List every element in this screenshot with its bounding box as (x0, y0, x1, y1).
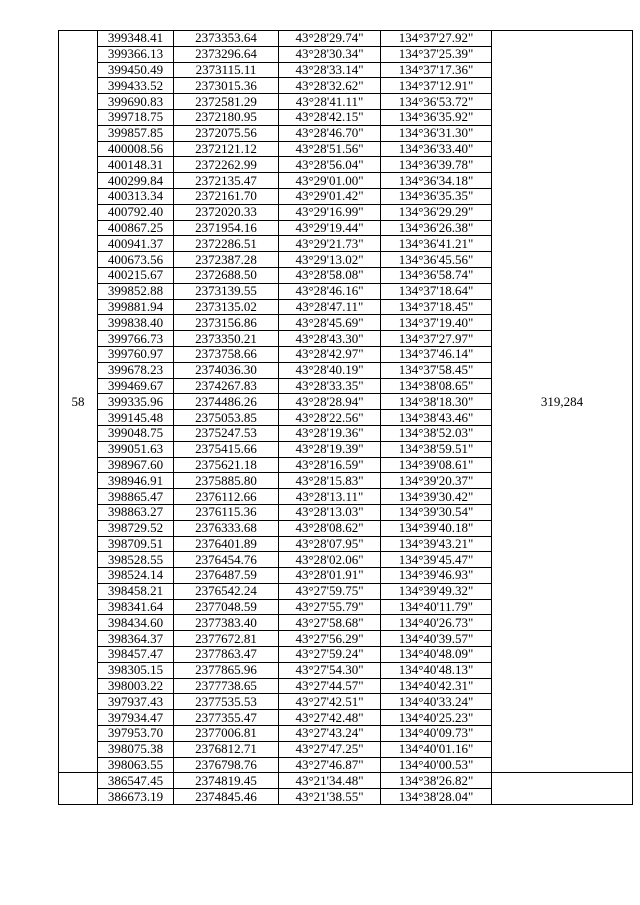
x-coordinate-cell: 398063.55 (98, 757, 174, 773)
x-coordinate-cell: 398729.52 (98, 520, 174, 536)
y-coordinate-cell: 2377048.59 (174, 599, 279, 615)
x-coordinate-cell: 398075.38 (98, 741, 174, 757)
longitude-cell: 134°37'25.39" (381, 46, 492, 62)
x-coordinate-cell: 398967.60 (98, 457, 174, 473)
latitude-cell: 43°28'51.56" (279, 141, 381, 157)
latitude-cell: 43°27'55.79" (279, 599, 381, 615)
y-coordinate-cell: 2373350.21 (174, 331, 279, 347)
latitude-cell: 43°28'41.11" (279, 94, 381, 110)
longitude-cell: 134°38'08.65" (381, 378, 492, 394)
latitude-cell: 43°29'01.42" (279, 188, 381, 204)
latitude-cell: 43°28'42.97" (279, 346, 381, 362)
latitude-cell: 43°28'46.16" (279, 283, 381, 299)
y-coordinate-cell: 2373353.64 (174, 31, 279, 47)
latitude-cell: 43°27'43.24" (279, 726, 381, 742)
longitude-cell: 134°36'58.74" (381, 267, 492, 283)
y-coordinate-cell: 2371954.16 (174, 220, 279, 236)
latitude-cell: 43°27'46.87" (279, 757, 381, 773)
x-coordinate-cell: 397953.70 (98, 726, 174, 742)
y-coordinate-cell: 2372286.51 (174, 236, 279, 252)
longitude-cell: 134°39'49.32" (381, 583, 492, 599)
x-coordinate-cell: 400299.84 (98, 173, 174, 189)
latitude-cell: 43°29'01.00" (279, 173, 381, 189)
x-coordinate-cell: 386673.19 (98, 789, 174, 805)
x-coordinate-cell: 399838.40 (98, 315, 174, 331)
longitude-cell: 134°39'43.21" (381, 536, 492, 552)
y-coordinate-cell: 2377535.53 (174, 694, 279, 710)
latitude-cell: 43°27'59.75" (279, 583, 381, 599)
y-coordinate-cell: 2374819.45 (174, 773, 279, 789)
latitude-cell: 43°28'32.62" (279, 78, 381, 94)
latitude-cell: 43°28'43.30" (279, 331, 381, 347)
longitude-cell: 134°37'18.64" (381, 283, 492, 299)
latitude-cell: 43°21'38.55" (279, 789, 381, 805)
x-coordinate-cell: 400313.34 (98, 188, 174, 204)
latitude-cell: 43°28'29.74" (279, 31, 381, 47)
x-coordinate-cell: 398305.15 (98, 662, 174, 678)
latitude-cell: 43°29'16.99" (279, 204, 381, 220)
x-coordinate-cell: 397934.47 (98, 710, 174, 726)
longitude-cell: 134°36'35.92" (381, 109, 492, 125)
longitude-cell: 134°36'34.18" (381, 173, 492, 189)
y-coordinate-cell: 2375621.18 (174, 457, 279, 473)
x-coordinate-cell: 399766.73 (98, 331, 174, 347)
longitude-cell: 134°39'30.42" (381, 489, 492, 505)
y-coordinate-cell: 2376115.36 (174, 504, 279, 520)
x-coordinate-cell: 398341.64 (98, 599, 174, 615)
longitude-cell: 134°36'53.72" (381, 94, 492, 110)
x-coordinate-cell: 398434.60 (98, 615, 174, 631)
longitude-cell: 134°39'46.93" (381, 568, 492, 584)
y-coordinate-cell: 2376487.59 (174, 568, 279, 584)
longitude-cell: 134°36'41.21" (381, 236, 492, 252)
y-coordinate-cell: 2376333.68 (174, 520, 279, 536)
x-coordinate-cell: 399718.75 (98, 109, 174, 125)
latitude-cell: 43°27'58.68" (279, 615, 381, 631)
latitude-cell: 43°28'30.34" (279, 46, 381, 62)
coordinates-table-body (59, 31, 633, 805)
longitude-cell: 134°36'26.38" (381, 220, 492, 236)
longitude-cell: 134°39'45.47" (381, 552, 492, 568)
x-coordinate-cell: 398458.21 (98, 583, 174, 599)
y-coordinate-cell: 2372387.28 (174, 252, 279, 268)
latitude-cell: 43°28'22.56" (279, 410, 381, 426)
y-coordinate-cell: 2373139.55 (174, 283, 279, 299)
plot-number-cell (59, 773, 98, 805)
x-coordinate-cell: 400867.25 (98, 220, 174, 236)
y-coordinate-cell: 2375053.85 (174, 410, 279, 426)
y-coordinate-cell: 2377006.81 (174, 726, 279, 742)
longitude-cell: 134°40'48.09" (381, 647, 492, 663)
longitude-cell: 134°39'08.61" (381, 457, 492, 473)
x-coordinate-cell: 399366.13 (98, 46, 174, 62)
latitude-cell: 43°29'19.44" (279, 220, 381, 236)
x-coordinate-cell: 386547.45 (98, 773, 174, 789)
y-coordinate-cell: 2376798.76 (174, 757, 279, 773)
x-coordinate-cell: 399348.41 (98, 31, 174, 47)
latitude-cell: 43°27'56.29" (279, 631, 381, 647)
y-coordinate-cell: 2376401.89 (174, 536, 279, 552)
latitude-cell: 43°28'33.35" (279, 378, 381, 394)
longitude-cell: 134°36'39.78" (381, 157, 492, 173)
latitude-cell: 43°28'16.59" (279, 457, 381, 473)
x-coordinate-cell: 398003.22 (98, 678, 174, 694)
x-coordinate-cell: 398457.47 (98, 647, 174, 663)
y-coordinate-cell: 2375885.80 (174, 473, 279, 489)
longitude-cell: 134°40'48.13" (381, 662, 492, 678)
x-coordinate-cell: 400148.31 (98, 157, 174, 173)
latitude-cell: 43°28'07.95" (279, 536, 381, 552)
x-coordinate-cell: 399048.75 (98, 425, 174, 441)
longitude-cell: 134°38'28.04" (381, 789, 492, 805)
y-coordinate-cell: 2372020.33 (174, 204, 279, 220)
longitude-cell: 134°40'25.23" (381, 710, 492, 726)
x-coordinate-cell: 399881.94 (98, 299, 174, 315)
y-coordinate-cell: 2372688.50 (174, 267, 279, 283)
y-coordinate-cell: 2372161.70 (174, 188, 279, 204)
y-coordinate-cell: 2376112.66 (174, 489, 279, 505)
latitude-cell: 43°28'40.19" (279, 362, 381, 378)
longitude-cell: 134°36'35.35" (381, 188, 492, 204)
y-coordinate-cell: 2375247.53 (174, 425, 279, 441)
latitude-cell: 43°28'33.14" (279, 62, 381, 78)
latitude-cell: 43°28'15.83" (279, 473, 381, 489)
area-cell: 319,284 (492, 31, 633, 773)
x-coordinate-cell: 399335.96 (98, 394, 174, 410)
y-coordinate-cell: 2372121.12 (174, 141, 279, 157)
latitude-cell: 43°28'19.36" (279, 425, 381, 441)
coordinates-table (58, 30, 633, 805)
latitude-cell: 43°21'34.48" (279, 773, 381, 789)
x-coordinate-cell: 398865.47 (98, 489, 174, 505)
latitude-cell: 43°28'28.94" (279, 394, 381, 410)
latitude-cell: 43°28'19.39" (279, 441, 381, 457)
y-coordinate-cell: 2373156.86 (174, 315, 279, 331)
area-cell (492, 773, 633, 805)
y-coordinate-cell: 2373296.64 (174, 46, 279, 62)
x-coordinate-cell: 399450.49 (98, 62, 174, 78)
longitude-cell: 134°37'46.14" (381, 346, 492, 362)
y-coordinate-cell: 2373015.36 (174, 78, 279, 94)
longitude-cell: 134°38'18.30" (381, 394, 492, 410)
y-coordinate-cell: 2372262.99 (174, 157, 279, 173)
latitude-cell: 43°27'59.24" (279, 647, 381, 663)
table-row (59, 773, 633, 789)
x-coordinate-cell: 399857.85 (98, 125, 174, 141)
y-coordinate-cell: 2377672.81 (174, 631, 279, 647)
latitude-cell: 43°28'13.11" (279, 489, 381, 505)
y-coordinate-cell: 2377383.40 (174, 615, 279, 631)
y-coordinate-cell: 2377865.96 (174, 662, 279, 678)
y-coordinate-cell: 2372180.95 (174, 109, 279, 125)
latitude-cell: 43°27'47.25" (279, 741, 381, 757)
y-coordinate-cell: 2372581.29 (174, 94, 279, 110)
latitude-cell: 43°29'21.73" (279, 236, 381, 252)
plot-number-cell: 58 (59, 31, 98, 773)
longitude-cell: 134°36'33.40" (381, 141, 492, 157)
y-coordinate-cell: 2372135.47 (174, 173, 279, 189)
longitude-cell: 134°36'45.56" (381, 252, 492, 268)
x-coordinate-cell: 400673.56 (98, 252, 174, 268)
y-coordinate-cell: 2374036.30 (174, 362, 279, 378)
longitude-cell: 134°37'17.36" (381, 62, 492, 78)
x-coordinate-cell: 399690.83 (98, 94, 174, 110)
y-coordinate-cell: 2374845.46 (174, 789, 279, 805)
longitude-cell: 134°38'26.82" (381, 773, 492, 789)
y-coordinate-cell: 2373758.66 (174, 346, 279, 362)
x-coordinate-cell: 399760.97 (98, 346, 174, 362)
x-coordinate-cell: 398709.51 (98, 536, 174, 552)
latitude-cell: 43°28'46.70" (279, 125, 381, 141)
longitude-cell: 134°36'29.29" (381, 204, 492, 220)
x-coordinate-cell: 399469.67 (98, 378, 174, 394)
y-coordinate-cell: 2373115.11 (174, 62, 279, 78)
x-coordinate-cell: 398528.55 (98, 552, 174, 568)
longitude-cell: 134°38'59.51" (381, 441, 492, 457)
latitude-cell: 43°28'47.11" (279, 299, 381, 315)
latitude-cell: 43°27'54.30" (279, 662, 381, 678)
longitude-cell: 134°38'52.03" (381, 425, 492, 441)
x-coordinate-cell: 399852.88 (98, 283, 174, 299)
x-coordinate-cell: 399051.63 (98, 441, 174, 457)
longitude-cell: 134°40'42.31" (381, 678, 492, 694)
longitude-cell: 134°37'27.97" (381, 331, 492, 347)
x-coordinate-cell: 399678.23 (98, 362, 174, 378)
longitude-cell: 134°37'58.45" (381, 362, 492, 378)
x-coordinate-cell: 398364.37 (98, 631, 174, 647)
x-coordinate-cell: 398524.14 (98, 568, 174, 584)
longitude-cell: 134°37'12.91" (381, 78, 492, 94)
x-coordinate-cell: 398863.27 (98, 504, 174, 520)
longitude-cell: 134°37'27.92" (381, 31, 492, 47)
latitude-cell: 43°27'42.51" (279, 694, 381, 710)
table-row (59, 31, 633, 47)
x-coordinate-cell: 399145.48 (98, 410, 174, 426)
latitude-cell: 43°28'58.08" (279, 267, 381, 283)
longitude-cell: 134°40'09.73" (381, 726, 492, 742)
x-coordinate-cell: 400215.67 (98, 267, 174, 283)
y-coordinate-cell: 2376542.24 (174, 583, 279, 599)
y-coordinate-cell: 2377863.47 (174, 647, 279, 663)
x-coordinate-cell: 399433.52 (98, 78, 174, 94)
latitude-cell: 43°29'13.02" (279, 252, 381, 268)
longitude-cell: 134°39'40.18" (381, 520, 492, 536)
y-coordinate-cell: 2375415.66 (174, 441, 279, 457)
y-coordinate-cell: 2374486.26 (174, 394, 279, 410)
longitude-cell: 134°38'43.46" (381, 410, 492, 426)
longitude-cell: 134°36'31.30" (381, 125, 492, 141)
latitude-cell: 43°28'08.62" (279, 520, 381, 536)
x-coordinate-cell: 400792.40 (98, 204, 174, 220)
x-coordinate-cell: 397937.43 (98, 694, 174, 710)
latitude-cell: 43°28'56.04" (279, 157, 381, 173)
y-coordinate-cell: 2374267.83 (174, 378, 279, 394)
longitude-cell: 134°39'20.37" (381, 473, 492, 489)
latitude-cell: 43°27'44.57" (279, 678, 381, 694)
latitude-cell: 43°28'42.15" (279, 109, 381, 125)
y-coordinate-cell: 2377355.47 (174, 710, 279, 726)
latitude-cell: 43°28'13.03" (279, 504, 381, 520)
longitude-cell: 134°40'01.16" (381, 741, 492, 757)
latitude-cell: 43°27'42.48" (279, 710, 381, 726)
y-coordinate-cell: 2376454.76 (174, 552, 279, 568)
longitude-cell: 134°37'19.40" (381, 315, 492, 331)
x-coordinate-cell: 400941.37 (98, 236, 174, 252)
y-coordinate-cell: 2373135.02 (174, 299, 279, 315)
longitude-cell: 134°40'26.73" (381, 615, 492, 631)
longitude-cell: 134°40'00.53" (381, 757, 492, 773)
longitude-cell: 134°39'30.54" (381, 504, 492, 520)
longitude-cell: 134°40'11.79" (381, 599, 492, 615)
x-coordinate-cell: 400008.56 (98, 141, 174, 157)
latitude-cell: 43°28'01.91" (279, 568, 381, 584)
x-coordinate-cell: 398946.91 (98, 473, 174, 489)
y-coordinate-cell: 2377738.65 (174, 678, 279, 694)
longitude-cell: 134°40'39.57" (381, 631, 492, 647)
y-coordinate-cell: 2372075.56 (174, 125, 279, 141)
latitude-cell: 43°28'45.69" (279, 315, 381, 331)
longitude-cell: 134°37'18.45" (381, 299, 492, 315)
longitude-cell: 134°40'33.24" (381, 694, 492, 710)
latitude-cell: 43°28'02.06" (279, 552, 381, 568)
y-coordinate-cell: 2376812.71 (174, 741, 279, 757)
